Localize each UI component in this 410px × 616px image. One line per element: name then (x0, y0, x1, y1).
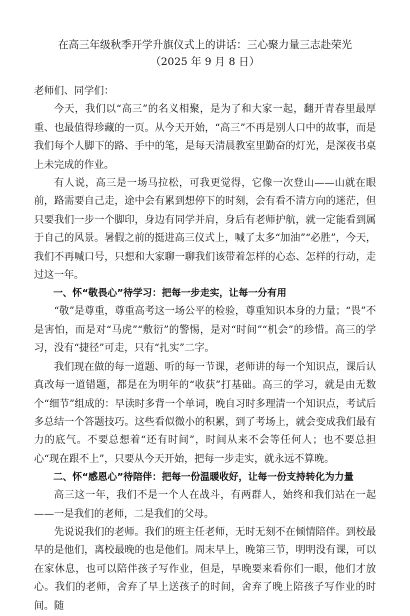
paragraph-intro-1: 今天，我们以“高三”的名义相聚，是为了和大家一起，翻开青春里最厚重、也最值得珍藏的一页。从今天开始，“高三”不再是别人口中的故事，而是我们每个人脚下的路、手中的笔，是每天清晨教室里勤奋的灯光，是深夜书桌上未完成的作业。 (34, 104, 376, 171)
document-date: （2025 年 9 月 8 日） (150, 56, 260, 68)
section2-paragraph-1: 高三这一年，我们不是一个人在战斗，有两群人，始终和我们站在一起——一是我们的老师，二是我们的父母。 (34, 490, 376, 520)
section1-paragraph-1: “敬”是尊重，尊重高考这一场公平的检验，尊重知识本身的力量；“畏”不是害怕，而是对“马虎”“敷衍”的警惕，是对“时间”“机会”的珍惜。高三的学习，没有“捷径”可走，只有“扎实”二字。 (34, 306, 376, 355)
section-heading-2: 二、怀“感恩心”待陪伴：把每一份温暖收好，让每一份支持转化为力量 (53, 472, 354, 484)
section2-paragraph-2: 先说说我们的老师。我们的班主任老师，无时无刻不在倾情陪伴。到校最早的是他们，离校最晚的也是他们。周末早上，晚第三节，明明没有课，可以在家休息，也可以陪伴孩子写作业，但是，早晚要来看你们一眼，他们才放心。我们的老师，舍弃了早上送孩子的时间，舍弃了晚上陪孩子写作业的时间。随 (34, 526, 376, 612)
paragraph-intro-2: 有人说，高三是一场马拉松，可我更觉得，它像一次登山——山就在眼前，路需要自己走，途中会有累到想停下的时刻，会有看不清方向的迷茫，但只要我们一步一个脚印，身边有同学并肩，身后有老师护航，就一定能看到属于自己的风景。暑假之前的挺进高三仪式上，喊了太多“加油”“必胜”，今天，我们不再喊口号，只想和大家聊一聊我们该带着怎样的心态、怎样的行动，走过这一年。 (34, 178, 376, 282)
section-heading-1: 一、怀“敬畏心”待学习：把每一步走实，让每一分有用 (53, 288, 287, 300)
document-title: 在高三年级秋季开学升旗仪式上的讲话：三心聚力量三志赴荣光 (58, 39, 352, 51)
section1-paragraph-2: 我们现在做的每一道题、听的每一节课，老师讲的每一个知识点，课后认真改每一道错题，都是在为明年的“收获”打基础。高三的学习，就是由无数个“细节”组成的：早读时多背一个单词，晚自习时多理清一个知识点，考试后多总结一个答题技巧。这些看似微小的积累，到了考场上，就会变成我们最有力的底气。不要总想着“还有时间”，时间从来不会等任何人；也不要总担心“现在跟不上”，只要从今天开始，把每一步走实，就永远不算晚。 (34, 361, 376, 465)
greeting: 老师们、同学们： (34, 86, 114, 97)
